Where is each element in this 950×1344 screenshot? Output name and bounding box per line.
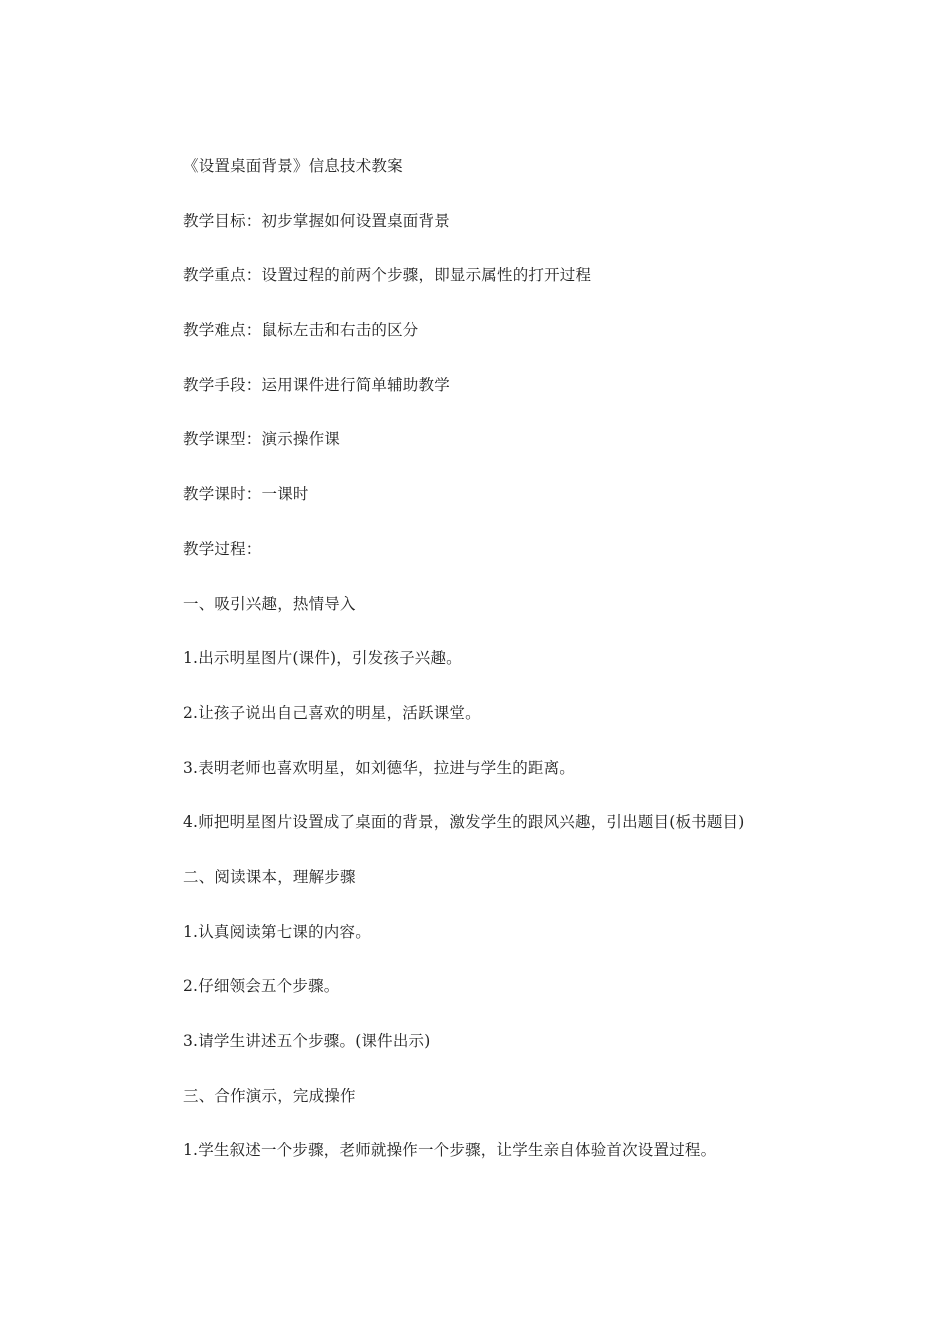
section-heading: 二、阅读课本，理解步骤	[183, 867, 356, 886]
lesson-duration: 教学课时：一课时	[183, 485, 309, 504]
list-item: 4.师把明星图片设置成了桌面的背景，激发学生的跟风兴趣，引出题目(板书题目)	[183, 813, 745, 832]
teaching-difficulty: 教学难点：鼠标左击和右击的区分	[183, 321, 419, 340]
list-item: 2.仔细领会五个步骤。	[183, 977, 340, 996]
list-item: 1.出示明星图片(课件)，引发孩子兴趣。	[183, 649, 462, 668]
list-item: 1.认真阅读第七课的内容。	[183, 922, 371, 941]
teaching-process-heading: 教学过程：	[183, 539, 262, 558]
list-item: 2.让孩子说出自己喜欢的明星，活跃课堂。	[183, 703, 481, 722]
teaching-goal: 教学目标：初步掌握如何设置桌面背景	[183, 211, 450, 230]
document-title: 《设置桌面背景》信息技术教案	[183, 157, 403, 175]
lesson-type: 教学课型：演示操作课	[183, 430, 341, 449]
list-item: 3.表明老师也喜欢明星，如刘德华，拉进与学生的距离。	[183, 758, 575, 777]
teaching-method: 教学手段：运用课件进行简单辅助教学	[183, 375, 450, 394]
list-item: 1.学生叙述一个步骤，老师就操作一个步骤，让学生亲自体验首次设置过程。	[183, 1141, 717, 1160]
teaching-key-point: 教学重点：设置过程的前两个步骤，即显示属性的打开过程	[183, 266, 592, 285]
section-heading: 一、吸引兴趣，热情导入	[183, 594, 356, 613]
section-heading: 三、合作演示，完成操作	[183, 1086, 356, 1105]
list-item: 3.请学生讲述五个步骤。(课件出示)	[183, 1032, 431, 1050]
document-body	[183, 152, 883, 1191]
